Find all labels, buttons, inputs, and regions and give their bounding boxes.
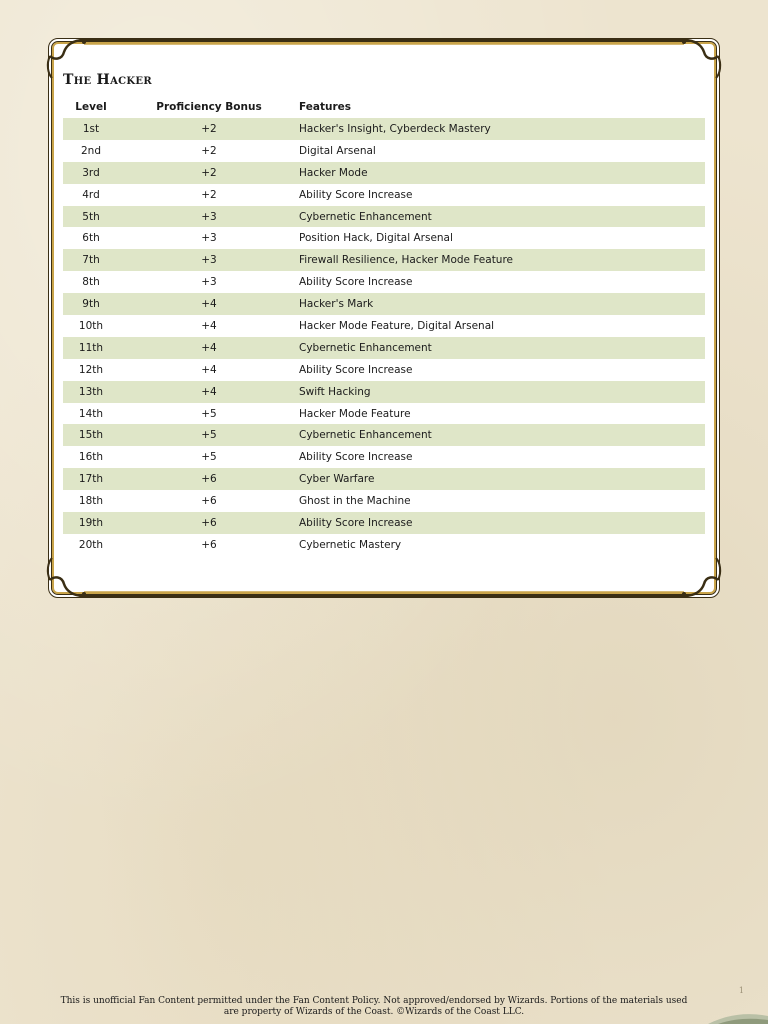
table-row bbox=[63, 424, 705, 446]
row-proficiency: +4 bbox=[201, 385, 217, 398]
row-features: Ability Score Increase bbox=[299, 188, 413, 201]
row-level: 8th bbox=[82, 276, 100, 289]
row-proficiency: +3 bbox=[201, 232, 217, 245]
row-features: Digital Arsenal bbox=[299, 144, 376, 157]
row-features: Cybernetic Mastery bbox=[299, 538, 402, 551]
row-features: Ability Score Increase bbox=[299, 276, 413, 289]
row-features: Cybernetic Enhancement bbox=[299, 210, 432, 223]
row-features: Hacker's Mark bbox=[299, 298, 374, 311]
row-level: 13th bbox=[78, 385, 104, 398]
header-features: Features bbox=[299, 101, 351, 113]
row-features: Swift Hacking bbox=[299, 385, 371, 398]
row-level: 1st bbox=[82, 122, 100, 135]
row-features: Hacker's Insight, Cyberdeck Mastery bbox=[299, 122, 491, 135]
table-row bbox=[63, 534, 705, 556]
row-features: Position Hack, Digital Arsenal bbox=[299, 232, 453, 245]
row-features: Firewall Resilience, Hacker Mode Feature bbox=[299, 254, 514, 267]
row-level: 3rd bbox=[82, 166, 100, 179]
row-proficiency: +5 bbox=[201, 407, 217, 420]
row-proficiency: +4 bbox=[201, 319, 217, 332]
row-proficiency: +3 bbox=[201, 276, 217, 289]
table-row bbox=[63, 359, 705, 381]
table-row bbox=[63, 490, 705, 512]
header-level: Level bbox=[75, 101, 107, 113]
row-proficiency: +6 bbox=[201, 495, 217, 508]
row-proficiency: +4 bbox=[201, 341, 217, 354]
row-proficiency: +5 bbox=[201, 451, 217, 464]
row-proficiency: +6 bbox=[201, 473, 217, 486]
page-number: 1 bbox=[738, 986, 744, 995]
table-row bbox=[63, 403, 705, 425]
row-proficiency: +6 bbox=[201, 538, 217, 551]
row-features: Ability Score Increase bbox=[299, 516, 413, 529]
row-features: Cybernetic Enhancement bbox=[299, 341, 432, 354]
table-row bbox=[63, 184, 705, 206]
row-proficiency: +2 bbox=[201, 122, 217, 135]
row-features: Cyber Warfare bbox=[299, 473, 375, 486]
row-features: Ghost in the Machine bbox=[299, 495, 411, 508]
legal-footer bbox=[40, 996, 708, 1018]
row-level: 15th bbox=[78, 429, 104, 442]
row-level: 18th bbox=[78, 495, 104, 508]
table-row bbox=[63, 381, 705, 403]
table-row bbox=[63, 118, 705, 140]
row-features: Hacker Mode Feature, Digital Arsenal bbox=[299, 319, 495, 332]
table-row bbox=[63, 315, 705, 337]
row-level: 9th bbox=[82, 298, 100, 311]
row-proficiency: +2 bbox=[201, 166, 217, 179]
table-title: The Hacker bbox=[63, 72, 152, 88]
row-features: Cybernetic Enhancement bbox=[299, 429, 432, 442]
table-row bbox=[63, 468, 705, 490]
row-level: 12th bbox=[78, 363, 104, 376]
table-row bbox=[63, 140, 705, 162]
row-proficiency: +4 bbox=[201, 363, 217, 376]
class-table bbox=[63, 96, 705, 556]
row-proficiency: +4 bbox=[201, 298, 217, 311]
row-level: 10th bbox=[78, 319, 104, 332]
row-level: 4rd bbox=[82, 188, 100, 201]
row-level: 5th bbox=[82, 210, 100, 223]
row-proficiency: +2 bbox=[201, 188, 217, 201]
row-proficiency: +3 bbox=[201, 210, 217, 223]
row-level: 20th bbox=[78, 538, 104, 551]
row-level: 11th bbox=[78, 341, 104, 354]
row-features: Hacker Mode Feature bbox=[299, 407, 411, 420]
row-level: 17th bbox=[78, 473, 104, 486]
corner-swoosh-decoration bbox=[708, 994, 768, 1024]
table-row bbox=[63, 227, 705, 249]
table-row bbox=[63, 337, 705, 359]
header-proficiency: Proficiency Bonus bbox=[156, 101, 262, 113]
row-features: Ability Score Increase bbox=[299, 363, 413, 376]
table-row bbox=[63, 162, 705, 184]
row-level: 7th bbox=[82, 254, 100, 267]
table-header-row bbox=[63, 96, 705, 118]
row-level: 6th bbox=[82, 232, 100, 245]
row-proficiency: +3 bbox=[201, 254, 217, 267]
table-row bbox=[63, 293, 705, 315]
footer-line-2: are property of Wizards of the Coast. ©Wizards of the Coast LLC. bbox=[223, 1007, 525, 1017]
table-row bbox=[63, 249, 705, 271]
row-proficiency: +5 bbox=[201, 429, 217, 442]
row-level: 19th bbox=[78, 516, 104, 529]
table-row bbox=[63, 512, 705, 534]
row-level: 14th bbox=[78, 407, 104, 420]
row-features: Ability Score Increase bbox=[299, 451, 413, 464]
table-row bbox=[63, 206, 705, 228]
row-level: 16th bbox=[78, 451, 104, 464]
row-proficiency: +2 bbox=[201, 144, 217, 157]
table-row bbox=[63, 271, 705, 293]
footer-line-1: This is unofficial Fan Content permitted under the Fan Content Policy. Not approved/endorsed by Wizards. Portions of the materials used bbox=[60, 996, 688, 1006]
row-level: 2nd bbox=[80, 144, 101, 157]
row-features: Hacker Mode bbox=[299, 166, 368, 179]
row-proficiency: +6 bbox=[201, 516, 217, 529]
table-row bbox=[63, 446, 705, 468]
